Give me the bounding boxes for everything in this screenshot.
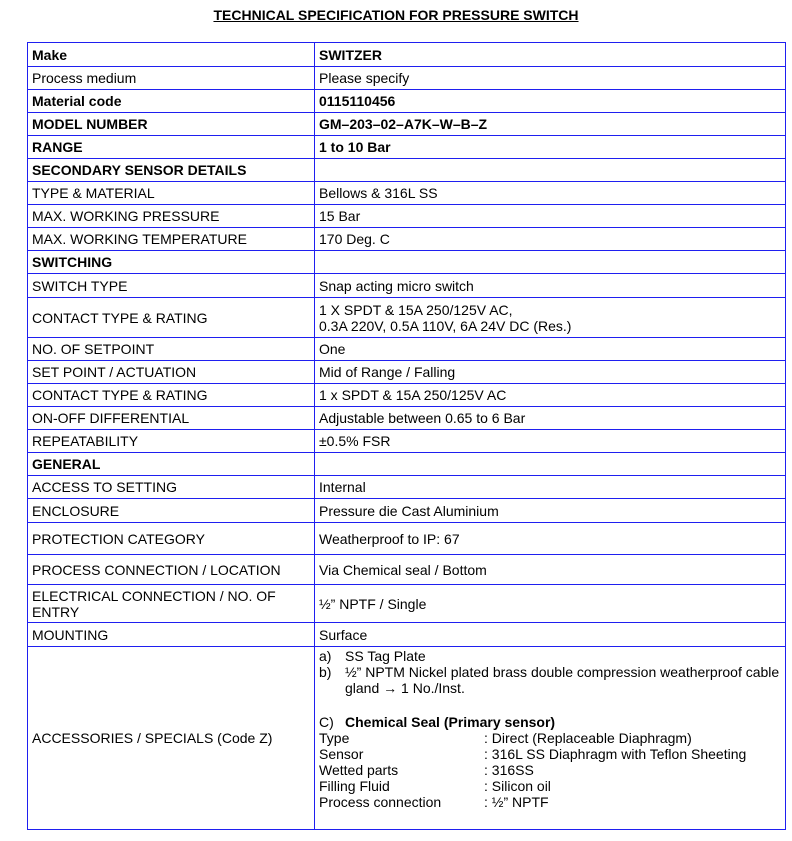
spec-label: NO. OF SETPOINT — [28, 338, 315, 361]
spec-value — [315, 555, 786, 585]
spec-label: CONTACT TYPE & RATING — [28, 298, 315, 338]
spec-value-line: 1 X SPDT & 15A 250/125V AC, — [319, 301, 513, 318]
spec-value-line: One — [319, 341, 346, 357]
spec-value — [315, 90, 786, 113]
spec-label: MAX. WORKING PRESSURE — [28, 205, 315, 228]
spec-value-line: Internal — [319, 479, 366, 495]
spec-label: MODEL NUMBER — [28, 113, 315, 136]
table-row — [28, 585, 786, 623]
spec-value-line: 15 Bar — [319, 208, 361, 224]
seal-spec-row — [319, 778, 781, 794]
spec-value — [315, 113, 786, 136]
table-row — [28, 453, 786, 476]
seal-spec-value: : 316SS — [484, 762, 534, 778]
spec-value — [315, 476, 786, 499]
seal-spec-key: Process connection — [319, 794, 442, 810]
spec-value — [315, 623, 786, 647]
seal-spec-value: : Direct (Replaceable Diaphragm) — [484, 730, 692, 746]
table-row — [28, 430, 786, 453]
spec-label: Process medium — [28, 67, 315, 90]
accessory-item-b: b) ½” NPTM Nickel plated brass double compression weatherproof cable gland → 1 No./Inst. — [319, 664, 780, 696]
table-row — [28, 298, 786, 338]
seal-spec-value: : 316L SS Diaphragm with Teflon Sheeting — [484, 746, 747, 762]
table-row — [28, 67, 786, 90]
table-row — [28, 384, 786, 407]
spec-label: REPEATABILITY — [28, 430, 315, 453]
spec-table — [27, 42, 786, 830]
table-row — [28, 361, 786, 384]
spec-label: ENCLOSURE — [28, 499, 315, 523]
accessory-item-c: C) Chemical Seal (Primary sensor) — [319, 714, 556, 730]
accessories-row — [28, 647, 786, 830]
table-row — [28, 43, 786, 67]
spec-value — [315, 182, 786, 205]
table-row — [28, 228, 786, 251]
spec-value — [315, 338, 786, 361]
spec-label: PROTECTION CATEGORY — [28, 523, 315, 555]
spacer — [319, 696, 781, 714]
table-row — [28, 251, 786, 274]
seal-spec-value: : ½” NPTF — [484, 794, 549, 810]
spec-value — [315, 499, 786, 523]
seal-spec-key: Type — [319, 730, 350, 746]
spec-value-line: 1 x SPDT & 15A 250/125V AC — [319, 387, 507, 403]
spec-label: MOUNTING — [28, 623, 315, 647]
table-row — [28, 407, 786, 430]
spec-label: GENERAL — [28, 453, 315, 476]
spec-label: Material code — [28, 90, 315, 113]
seal-spec-row — [319, 762, 781, 778]
spec-value — [315, 136, 786, 159]
spec-label: MAX. WORKING TEMPERATURE — [28, 228, 315, 251]
spec-value — [315, 523, 786, 555]
spec-value-line: 0.3A 220V, 0.5A 110V, 6A 24V DC (Res.) — [319, 317, 572, 334]
spec-label: SWITCH TYPE — [28, 274, 315, 298]
table-row — [28, 113, 786, 136]
table-row — [28, 136, 786, 159]
spec-label: SET POINT / ACTUATION — [28, 361, 315, 384]
seal-spec-key: Filling Fluid — [319, 778, 390, 794]
seal-spec-row — [319, 746, 781, 762]
spec-value-line: Weatherproof to IP: 67 — [319, 530, 460, 547]
spec-value — [315, 430, 786, 453]
spec-value — [315, 274, 786, 298]
seal-spec-row — [319, 794, 781, 810]
spec-value-line: Surface — [319, 626, 368, 643]
spec-label: ACCESS TO SETTING — [28, 476, 315, 499]
spec-value-line: Please specify — [319, 70, 410, 86]
spec-value-line: Snap acting micro switch — [319, 277, 474, 294]
spec-table-body — [28, 43, 786, 830]
spec-label: SWITCHING — [28, 251, 315, 274]
spec-value-line: Adjustable between 0.65 to 6 Bar — [319, 410, 526, 426]
page-title: TECHNICAL SPECIFICATION FOR PRESSURE SWITCH — [213, 7, 579, 23]
table-row — [28, 338, 786, 361]
spec-value — [315, 67, 786, 90]
accessory-item-a: a) SS Tag Plate — [319, 648, 426, 664]
seal-spec-key: Wetted parts — [319, 762, 399, 778]
table-row — [28, 499, 786, 523]
seal-spec-row — [319, 730, 781, 746]
spec-label: PROCESS CONNECTION / LOCATION — [28, 555, 315, 585]
spec-label: ON-OFF DIFFERENTIAL — [28, 407, 315, 430]
spec-value — [315, 384, 786, 407]
spec-value — [315, 251, 786, 274]
spec-value-line: 1 to 10 Bar — [319, 139, 391, 155]
spec-value — [315, 361, 786, 384]
spec-value — [315, 407, 786, 430]
spec-value — [315, 585, 786, 623]
spec-value — [315, 43, 786, 67]
spec-label: CONTACT TYPE & RATING — [28, 384, 315, 407]
spec-value — [315, 228, 786, 251]
table-row — [28, 623, 786, 647]
spec-value-line: Via Chemical seal / Bottom — [319, 561, 487, 578]
spec-value-line: ±0.5% FSR — [319, 433, 391, 449]
table-row — [28, 523, 786, 555]
spec-value — [315, 205, 786, 228]
spec-label: SECONDARY SENSOR DETAILS — [28, 159, 315, 182]
spec-label: ELECTRICAL CONNECTION / NO. OF ENTRY — [28, 585, 315, 623]
spec-value-line: 0115110456 — [319, 93, 396, 109]
table-row — [28, 205, 786, 228]
seal-spec-key: Sensor — [319, 746, 364, 762]
spec-value — [315, 159, 786, 182]
spec-label: RANGE — [28, 136, 315, 159]
spec-value-line: 170 Deg. C — [319, 231, 390, 247]
spec-value-line: Mid of Range / Falling — [319, 364, 456, 380]
spec-value — [315, 298, 786, 338]
spec-value — [315, 453, 786, 476]
seal-spec-value: : Silicon oil — [484, 778, 551, 794]
table-row — [28, 476, 786, 499]
accessories-label: ACCESSORIES / SPECIALS (Code Z) — [28, 647, 315, 830]
accessories-value — [315, 647, 786, 830]
spec-value-line: Pressure die Cast Aluminium — [319, 502, 499, 519]
spec-value-line: GM–203–02–A7K–W–B–Z — [319, 116, 488, 132]
table-row — [28, 159, 786, 182]
table-row — [28, 90, 786, 113]
table-row — [28, 274, 786, 298]
spec-value-line: SWITZER — [319, 46, 382, 63]
spec-value-line: Bellows & 316L SS — [319, 185, 438, 201]
spec-value-line: ½” NPTF / Single — [319, 595, 427, 612]
spec-label: TYPE & MATERIAL — [28, 182, 315, 205]
table-row — [28, 555, 786, 585]
table-row — [28, 182, 786, 205]
spec-label: Make — [28, 43, 315, 67]
